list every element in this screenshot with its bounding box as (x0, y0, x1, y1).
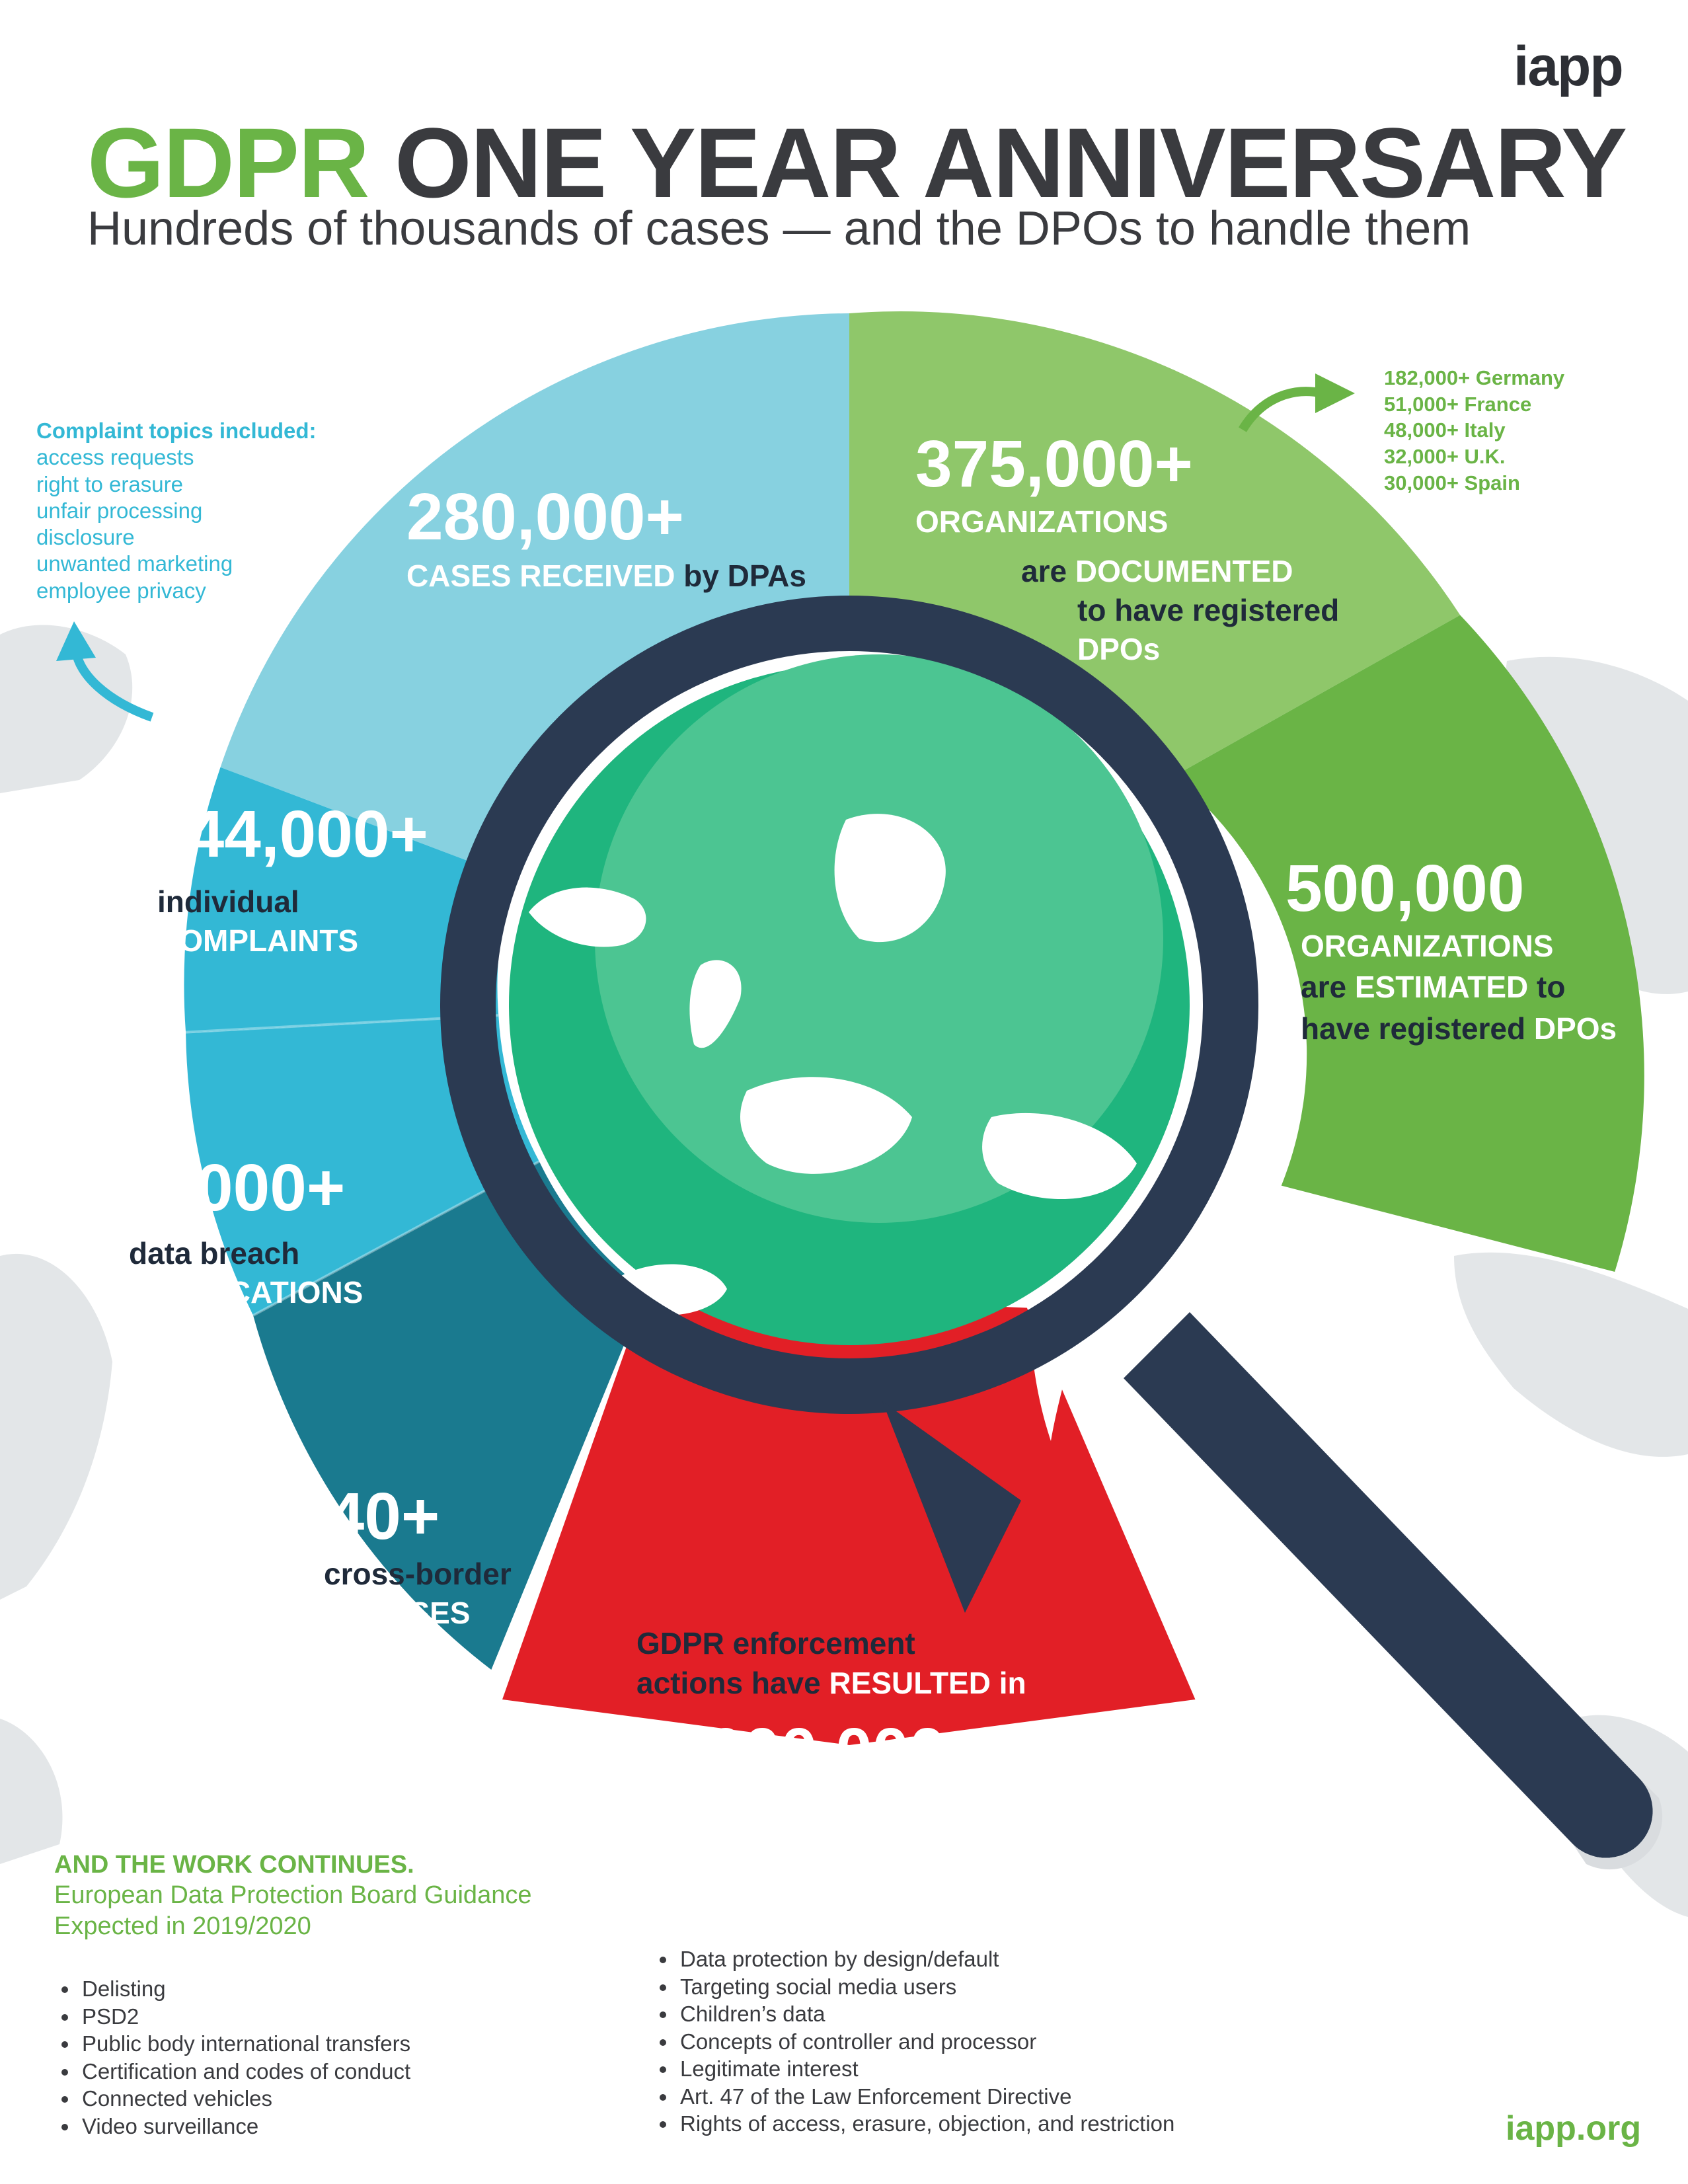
fines-line1: GDPR enforcement (636, 1626, 915, 1660)
cases-label (406, 559, 806, 594)
list-item: • Concepts of controller and processor (677, 2028, 1174, 2056)
list-item: • Delisting (79, 1975, 410, 2003)
list-item: • Video surveillance (79, 2113, 410, 2140)
estimated-line2 (1301, 970, 1565, 1005)
estimated-line3 (1301, 1011, 1617, 1046)
complaints-value: 144,000+ (151, 797, 428, 871)
fines-line2b: RESULTED in (829, 1666, 1026, 1700)
cases-label-suffix: by DPAs (675, 559, 806, 593)
guidance-list-right (651, 1945, 1174, 2138)
list-item: • Rights of access, erasure, objection, and restriction (677, 2110, 1174, 2138)
complaints-line1: individual (157, 884, 299, 919)
page-subtitle: Hundreds of thousands of cases — and the DPOs to handle them (87, 202, 1471, 255)
iapp-logo: iapp (1514, 35, 1623, 97)
documented-line2 (1021, 554, 1293, 589)
complaints-line2: COMPLAINTS (157, 923, 359, 958)
dpo-country-item: 182,000+ Germany (1384, 366, 1565, 389)
complaint-topic-item: right to erasure (36, 471, 183, 496)
documented-line2a: are (1021, 554, 1075, 588)
list-item: • Public body international transfers (79, 2030, 410, 2058)
breach-line1: data breach (129, 1236, 300, 1270)
complaint-topic-item: unfair processing (36, 498, 203, 523)
work-line2: Expected in 2019/2020 (54, 1912, 311, 1940)
estimated-line2c: to (1528, 970, 1566, 1004)
fines-line2 (636, 1666, 1026, 1701)
title-highlight: GDPR (87, 107, 369, 218)
cases-label-main: CASES RECEIVED (406, 559, 675, 593)
list-item: • Children’s data (677, 2000, 1174, 2028)
list-item: • Connected vehicles (79, 2085, 410, 2113)
guidance-list-left (53, 1975, 410, 2140)
cases-value: 280,000+ (406, 480, 684, 554)
arrow-head-countries-icon (1315, 373, 1355, 413)
list-item: • Certification and codes of conduct (79, 2058, 410, 2086)
fines-value: €56,000,000+ (578, 1715, 985, 1789)
dpo-country-list (1384, 365, 1564, 496)
breach-value: 89,000+ (104, 1151, 346, 1225)
list-item: • Data protection by design/default (677, 1945, 1174, 1973)
list-item: • Art. 47 of the Law Enforcement Directive (677, 2083, 1174, 2111)
documented-line3: to have registered (1077, 593, 1340, 627)
crossborder-line2: CASES (365, 1596, 471, 1630)
crossborder-value: 440+ (291, 1479, 440, 1553)
breach-line2: NOTIFICATIONS (129, 1275, 364, 1309)
work-heading: AND THE WORK CONTINUES. (54, 1851, 414, 1879)
estimated-line3b: DPOs (1533, 1011, 1617, 1046)
work-continues (54, 1850, 531, 1941)
dpo-country-item: 51,000+ France (1384, 392, 1532, 416)
fines-label: FINES (775, 1810, 864, 1844)
list-item: • PSD2 (79, 2003, 410, 2031)
complaint-topics (36, 418, 317, 604)
work-line1: European Data Protection Board Guidance (54, 1881, 532, 1910)
title-rest: ONE YEAR ANNIVERSARY (368, 107, 1627, 218)
site-link[interactable]: iapp.org (1506, 2109, 1642, 2148)
estimated-line2b: ESTIMATED (1354, 970, 1529, 1004)
documented-line4: DPOs (1077, 632, 1161, 666)
estimated-line2a: are (1301, 970, 1355, 1004)
documented-value: 375,000+ (915, 427, 1193, 501)
estimated-line3a: have registered (1301, 1011, 1534, 1046)
list-item: • Legitimate interest (677, 2055, 1174, 2083)
complaint-topic-item: access requests (36, 445, 194, 470)
documented-line1: ORGANIZATIONS (915, 504, 1169, 539)
estimated-line1: ORGANIZATIONS (1301, 929, 1554, 963)
complaint-topics-heading: Complaint topics included: (36, 418, 317, 443)
fines-line2a: actions have (636, 1666, 829, 1700)
dpo-country-item: 48,000+ Italy (1384, 418, 1506, 442)
documented-line2b: DOCUMENTED (1075, 554, 1293, 588)
complaint-topic-item: unwanted marketing (36, 551, 233, 576)
estimated-value: 500,000 (1285, 851, 1525, 925)
dpo-country-item: 32,000+ U.K. (1384, 445, 1506, 469)
complaint-topic-item: disclosure (36, 525, 135, 549)
crossborder-line1: cross-border (324, 1557, 512, 1591)
complaint-topic-item: employee privacy (36, 578, 206, 603)
dpo-country-item: 30,000+ Spain (1384, 471, 1520, 494)
list-item: • Targeting social media users (677, 1973, 1174, 2001)
